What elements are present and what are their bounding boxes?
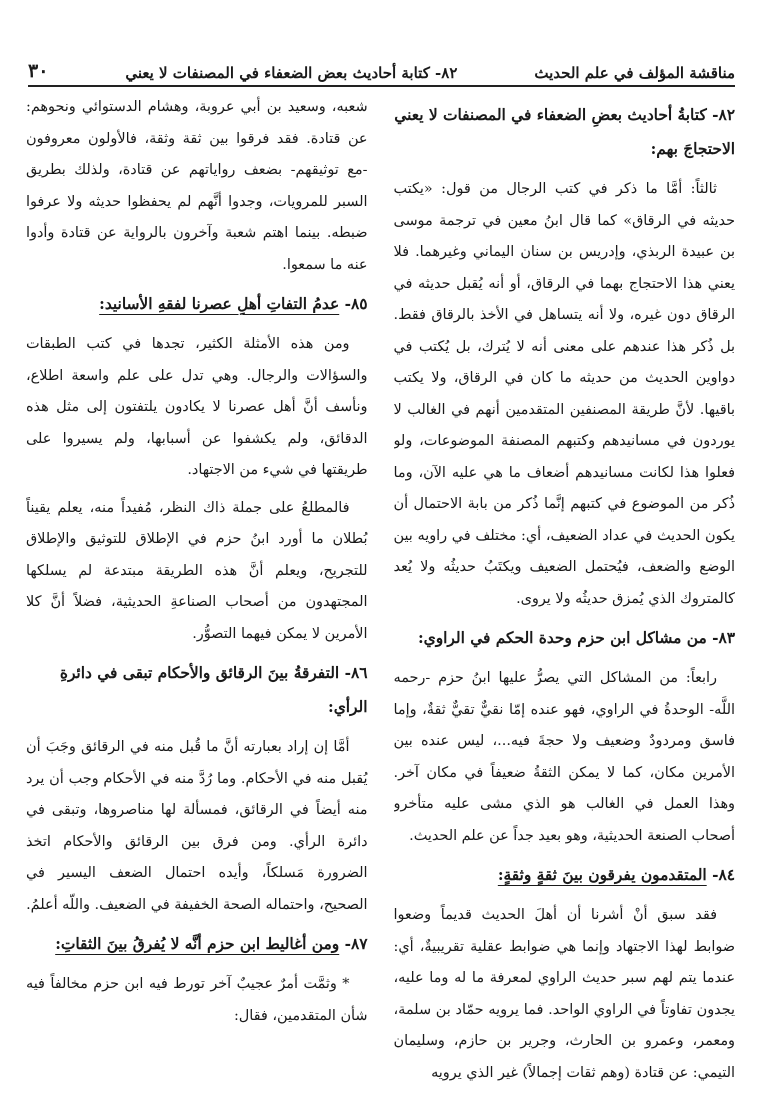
paragraph-83-1: رابعاً: من المشاكل التي يصرُّ عليها ابنُ حزم -رحمه اللَّه- الوحدةُ في الراوي، فهو عنده إمّا نقيٌّ تقيٌّ ثقةٌ، وإما فاسق ومردودٌ وضعيف ولا حجةَ فيه...، ليس عنده بين الأمرين مكان، كما لا يمكن الثقةُ ضعيفاً في مكان آخر. وهذا العمل في الغالب هو الذي مشى عليه متأخرو أصحاب الصنعة الحديثية، وهو بعيد جداً عن علم الحديث. (393, 670, 735, 844)
right-column (394, 92, 736, 1098)
page-number: ٣٠ (28, 60, 49, 82)
section-heading-85 (26, 287, 368, 321)
section-title-82: كتابةُ أحاديث بعضِ الضعفاء في المصنفات لا يعني الاحتجاجَ بهم: (394, 106, 735, 158)
section-heading-83 (394, 621, 736, 655)
section-number-83: ٨٣- (712, 629, 735, 647)
section-number-86: ٨٦- (344, 664, 368, 682)
page-header (28, 50, 735, 87)
paragraph-continued: شعبه، وسعيد بن أبي عروبة، وهشام الدستوائي ونحوهم: عن قتادة. فقد فرقوا بين ثقة وثقة، فالأولون معروفون -مع توثيقهم- بضعف رواياتهم عن قتادة، ولذلك بطريق السبر للمرويات، وجدوا أنَّهم لم يحفظوا حديثه ولا عرفوا ضبطه. بينما اهتم شعبة وآخرون بالرواية عن قتادة وأدوا عنه ما سمعوا. (26, 99, 368, 273)
section-title-87: ومن أغاليط ابن حزم أنَّه لا يُفرقُ بينَ الثقاتِ: (55, 935, 340, 953)
section-heading-86 (26, 656, 368, 724)
section-title-84: المتقدمون يفرقون بينَ ثقةٍ وثقةٍ: (497, 866, 707, 884)
book-title: مناقشة المؤلف في علم الحديث (534, 64, 735, 82)
paragraph-84-1: فقد سبق أنْ أشرنا أن أهلَ الحديث قديماً وضعوا ضوابط لهذا الاجتهاد وإنما هي ضوابط عقلية تقريبيةٌ، أي: عندما يتم لهم سبر حديث الراوي لمعرفة ما له وما عليه، يجدون تفاوتاً في الراوي الواحد. فما يرويه حمّاد بن سلمة، ومعمر، وعمرو بن الحارث، وجرير بن حازم، وسليمان التيمي: عن قتادة (وهم ثقات إجمالاً) غير الذي يرويه (393, 907, 735, 1081)
section-number-84: ٨٤- (712, 866, 735, 884)
running-title: ٨٢- كتابة أحاديث بعض الضعفاء في المصنفات لا يعني (125, 64, 458, 82)
section-title-85: عدمُ التفاتِ أهلِ عصرنا لفقهِ الأسانيد: (99, 295, 340, 313)
section-number-87: ٨٧- (344, 935, 368, 953)
paragraph-82-1: ثالثاً: أمَّا ما ذكر في كتب الرجال من قول: «يكتب حديثه في الرقاق» كما قال ابنُ معين في ترجمة موسى بن عبيدة الربذي، وإدريس بن سنان اليماني وغيرهما. فلا يعني هذا الاحتجاج بهما في الرقاق، أو أنه يُقبل حديثه في الرقاق دون غيره، ولا أنه يتساهل في الأخذ بالرقاق فقط. بل ذُكر هذا عندهم على معنى أنه لا يُترك، بل يُكتب في دواوين الحديث من حديثه ما كان في الرقاق، ولا يكتب باقيها. لأنَّ طريقة المصنفين المتقدمين أنهم في الغالب لا يوردون في مسانيدهم وكتبهم المصنفة الموضوعات، ولو فعلوا هذا لكانت مسانيدهم أضعاف ما هي عليه الآن، وما ذُكر من الموضوع في كتبهم إنَّما ذُكر من بابة الاحتمال أن يكون الحديث في عداد الضعيف، أي: مختلف في راويه بين الوضع والضعف، فيُحتمل الضعيف ويكتَبُ حديثُه ولا يُعد كالمتروك الذي يُمزق حديثُه ولا يروى. (393, 181, 735, 607)
section-heading-87 (26, 927, 368, 961)
section-title-83: من مشاكل ابن حزم وحدة الحكم في الراوي: (417, 629, 707, 647)
text-columns (26, 92, 735, 1098)
section-title-86: التفرقةُ بينَ الرقائق والأحكام تبقى في دائرةِ الرأي: (59, 664, 368, 716)
section-number-82: ٨٢- (712, 106, 735, 124)
paragraph-86-1: أمَّا إن إراد بعبارته أنَّ ما قُبل منه في الرقائق وجَبَ أن يُقبل منه في الأحكام. وما رُدَّ منه في الأحكام وجب أن يرد منه أيضاً في الرقائق، فمسألة لها مناصروها، وتبقى في دائرة الرأي. ومن فرق بين الرقائق والأحكام اتخذ الضرورة مَسلكاً، وأيده احتمال الضعف اليسير في الصحيح، واحتماله الصحة الخفيفة في الضعيف. واللّه أعلمُ. (26, 739, 368, 913)
paragraph-85-2: فالمطلعُ على جملة ذاك النظر، مُفيداً منه، يعلم يقيناً بُطلان ما أورد ابنُ حزم في الإطلاق للتوثيق والإطلاق للتجريح، ويعلم أنَّ هذه الطريقة مبتدعة لم يسلكها المجتهدون من أصحاب الصناعةِ الحديثية، فضلاً أنَّ كلا الأمرين لا يمكن فيهما التصوُّر. (26, 499, 368, 642)
section-heading-84 (394, 858, 736, 892)
section-heading-82 (394, 98, 736, 166)
left-column (26, 92, 368, 1098)
paragraph-87-1: * وثمَّت أمرٌ عجيبٌ آخر تورط فيه ابن حزم مخالفاً فيه شأن المتقدمين، فقال: (26, 976, 368, 1024)
paragraph-85-1: ومن هذه الأمثلة الكثير، تجدها في كتب الطبقات والسؤالات والرجال. وهي تدل على علم واسعة اطلاع، ونأسف أنَّ أهل عصرنا لا يكادون يلتفتون إلى مثل هذه الدقائق، ولم يكشفوا عن أسبابها، ولم يسيروا على طريقتها في شيء من الاجتهاد. (26, 336, 368, 478)
section-number-85: ٨٥- (344, 295, 368, 313)
